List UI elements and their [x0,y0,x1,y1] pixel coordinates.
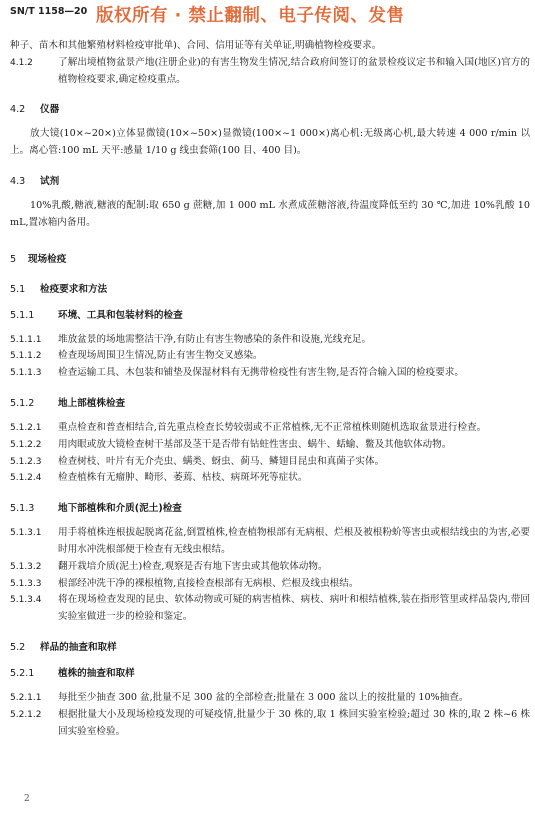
paragraph-text: 检查现场周围卫生情况,防止有害生物交叉感染。 [58,350,263,362]
paragraph-text: 检查植株有无瘤肿、畸形、萎蔫、枯枝、病斑坏死等症状。 [58,472,308,484]
clause-paragraph [10,332,530,349]
paragraph-text: 种子、苗木和其他繁殖材料检疫审批单)、合同、信用证等有关单证,明确植物检疫要求。 [10,40,382,51]
paragraph-text: 根据批量大小及现场检疫发现的可疑疫情,批量少于 30 株的,取 1 株回实验室检验;超过 30 株的,取 2 株~6 株回实验室检验。 [58,708,530,737]
paragraph-text: 放大镜(10×~20×)立体显微镜(10×~50×)显微镜(100×~1 000×)离心机:无级离心机,最大转速 4 000 r/min 以上。离心管:100 mL 天平:感量 1/10 g 线虫套筛(100 目、400 目)。 [10,128,530,157]
section-title: 地下部植株和介质(泥土)检查 [58,503,182,515]
paragraph-text: 每批至少抽查 300 盆,批量不足 300 盆的全部检查;批量在 3 000 盆以上的按批量的 10%抽查。 [58,691,469,703]
section-heading [10,252,530,268]
paragraph-text: 用手将植株连根拔起脱离花盆,倒置植株,检查植物根部有无病根、烂根及被根粉蚧等害虫或根结线虫的为害,必要时用水冲洗根部便于检查有无线虫根结。 [58,527,530,555]
paragraph-text: 了解出境植物盆景产地(注册企业)的有害生物发生情况,结合政府间签订的盆景检疫议定书和输入国(地区)官方的植物检疫要求,确定检疫重点。 [58,56,530,85]
paragraph-text: 堆放盆景的场地需整洁干净,有防止有害生物感染的条件和设施,光线充足。 [58,333,372,345]
section-heading [10,501,530,517]
section-title: 地上部植株检查 [58,397,126,409]
paragraph-text: 根部经冲洗干净的裸根植物,直接检查根部有无病根、烂根及线虫根结。 [58,577,359,589]
copyright-watermark: 版权所有 · 禁止翻制、电子传阅、发售 [96,6,405,26]
page-number: 2 [24,794,30,804]
paragraph-text: 检查运输工具、木包装和铺垫及保湿材料有无携带检疫性有害生物,是否符合输入国的检疫要求。 [58,367,464,379]
clause-paragraph [10,55,530,89]
section-number: 5.2.1 [10,667,35,679]
section-number: 5.1.1 [10,309,35,321]
standard-number: SN/T 1158—20 [10,6,88,17]
section-number: 5.1 [10,283,26,295]
paragraph-text: 用肉眼或放大镜检查树干基部及茎干是否带有钻蛀性害虫、蜗牛、蛞蝓、鳖及其他软体动物。 [58,438,452,450]
section-title: 植株的抽查和取样 [58,667,135,679]
paragraph-text: 翻开栽培介质(泥土)检查,观察是否有地下害虫或其他软体动物。 [58,560,328,572]
clause-paragraph [10,707,530,741]
section-title: 样品的抽查和取样 [40,641,117,653]
section-number: 4.3 [10,175,26,187]
clause-number: 5.1.2.4 [10,473,42,484]
clause-number: 5.1.3.3 [10,578,42,589]
paragraph-text: 检查树枝、叶片有无介壳虫、螨类、蚜虫、蓟马、鳞翅目昆虫和真菌子实体。 [58,455,385,467]
clause-number: 5.1.2.2 [10,439,42,450]
section-heading [10,640,530,656]
section-heading [10,282,530,298]
clause-number: 5.1.2.1 [10,422,42,433]
section-number: 4.2 [10,104,26,116]
section-title: 仪器 [40,104,60,116]
clause-number: 5.2.1.1 [10,692,42,703]
section-number: 5.1.2 [10,397,35,409]
clause-paragraph [10,592,530,626]
body-paragraph [10,126,530,160]
clause-number: 5.1.1.3 [10,368,42,379]
section-number: 5 [10,253,17,265]
section-title: 检疫要求和方法 [40,283,108,295]
section-heading [10,308,530,324]
clause-paragraph [10,437,530,454]
section-heading [10,102,530,118]
section-number: 5.1.3 [10,503,35,515]
clause-number: 5.1.1.2 [10,351,42,362]
document-body [10,38,530,740]
section-title: 现场检疫 [28,253,67,265]
paragraph-text: 将在现场检查发现的昆虫、软体动物或可疑的病害植株、病枝、病叶和根结植株,装在指形管里或样品袋内,带回实验室做进一步的检验和鉴定。 [58,594,530,623]
section-title: 试剂 [40,175,60,187]
clause-paragraph [10,470,530,487]
section-number: 5.2 [10,641,26,653]
clause-paragraph [10,576,530,593]
clause-number: 5.1.3.2 [10,561,42,572]
body-paragraph [10,198,530,232]
clause-paragraph [10,365,530,382]
section-heading [10,174,530,190]
clause-number: 5.1.1.1 [10,334,42,345]
clause-paragraph [10,454,530,471]
body-paragraph [10,38,530,55]
clause-paragraph [10,348,530,365]
clause-paragraph [10,559,530,576]
clause-paragraph [10,690,530,707]
paragraph-text: 重点检查和普查相结合,首先重点检查长势较弱或不正常植株,无不正常植株则随机选取盆景进行检查。 [58,421,487,433]
clause-paragraph [10,525,530,559]
clause-number: 4.1.2 [10,57,33,68]
clause-number: 5.1.2.3 [10,456,42,467]
section-heading [10,396,530,412]
clause-number: 5.1.3.1 [10,528,42,539]
paragraph-text: 10%乳酸,糖液,糖液的配制:取 650 g 蔗糖,加 1 000 mL 水煮成蔗糖溶液,待温度降低至约 30 ℃,加进 10%乳酸 10 mL,置冰箱内备用。 [10,199,530,228]
clause-number: 5.2.1.2 [10,709,42,720]
section-title: 环境、工具和包装材料的检查 [58,309,183,321]
clause-number: 5.1.3.4 [10,595,42,606]
clause-paragraph [10,420,530,437]
section-heading [10,666,530,682]
